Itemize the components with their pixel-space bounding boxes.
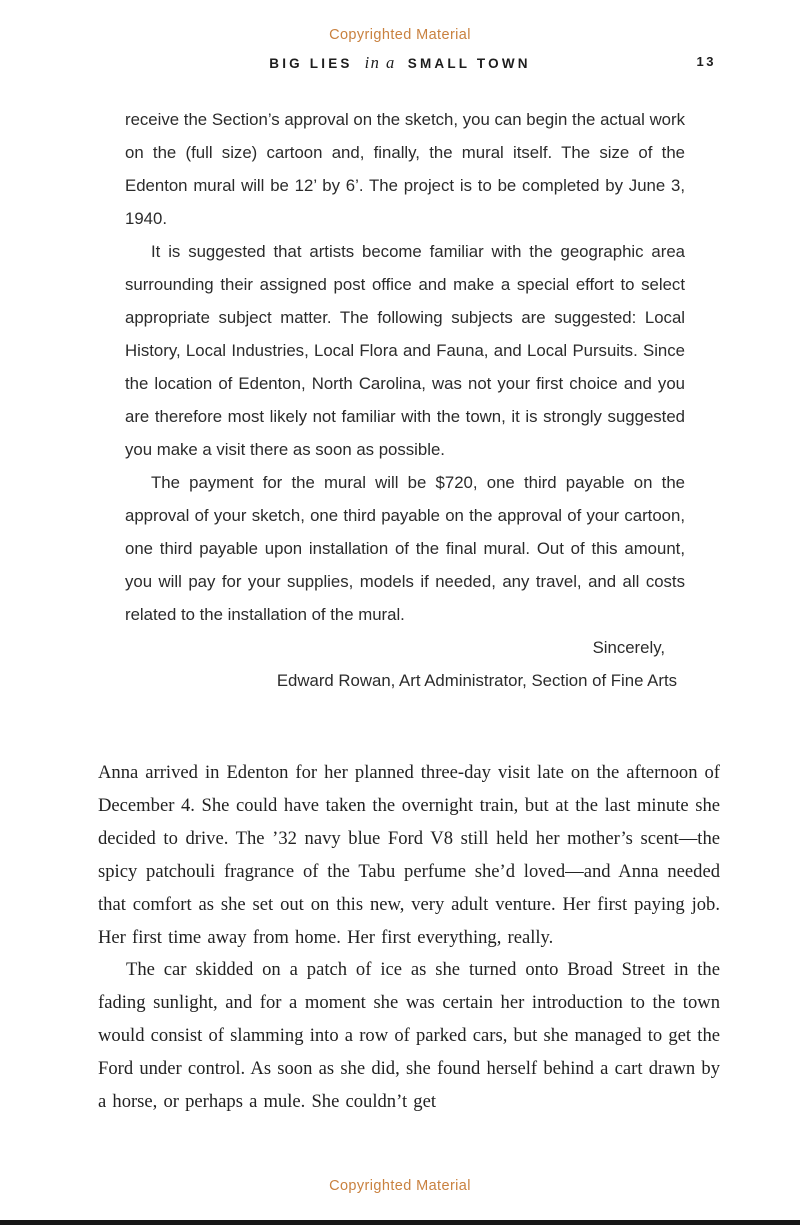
letter-excerpt [125,103,685,697]
page-number: 13 [696,54,716,69]
running-title-right: SMALL TOWN [407,56,531,71]
copyright-notice-bottom: Copyrighted Material [329,1178,471,1194]
running-title [80,53,720,73]
copyright-notice-top: Copyrighted Material [329,27,471,43]
letter-signoff: Sincerely, [592,638,665,657]
narrative-paragraph-1: Anna arrived in Edenton for her planned three-day visit late on the afternoon of December 4. She could have taken the overnight train, but at the last minute she decided to drive. The ’32 navy blue Ford V8 still held her mother’s scent—the spicy patchouli fragrance of the Tabu perfume she’d loved—and Anna needed that comfort as she set out on this new, very adult venture. Her first paying job. Her first time away from home. Her first everything, really. [98,762,720,948]
running-title-script: in a [364,53,396,72]
running-title-left: BIG LIES [269,56,353,71]
page-header [80,53,720,75]
narrative-paragraph-2: The car skidded on a patch of ice as she turned onto Broad Street in the fading sunlight, and for a moment she was certain her introduction to the town would consist of slamming into a row of parked cars, but she managed to get the Ford under control. As soon as she did, she found herself behind a cart drawn by a horse, or perhaps a mule. She couldn’t get [98,959,720,1113]
narrative-text [98,757,720,1119]
letter-signature: Edward Rowan, Art Administrator, Section of Fine Arts [276,671,677,690]
letter-paragraph-3: The payment for the mural will be $720, one third payable on the approval of your sketch, one third payable on the approval of your cartoon, one third payable upon installation of the final mural. Out of this amount, you will pay for your supplies, models if needed, any travel, and all costs related to the installation of the mural. [125,473,685,624]
letter-paragraph-1: receive the Section’s approval on the sketch, you can begin the actual work on the (full size) cartoon and, finally, the mural itself. The size of the Edenton mural will be 12’ by 6’. The project is to be completed by June 3, 1940. [125,110,685,228]
letter-paragraph-2: It is suggested that artists become familiar with the geographic area surrounding their assigned post office and make a special effort to select appropriate subject matter. The following subjects are suggested: Local History, Local Industries, Local Flora and Fauna, and Local Pursuits. Since the location of Edenton, North Carolina, was not your first choice and you are therefore most likely not familiar with the town, it is strongly suggested you make a visit there as soon as possible. [125,242,685,459]
page-edge [0,1220,800,1225]
